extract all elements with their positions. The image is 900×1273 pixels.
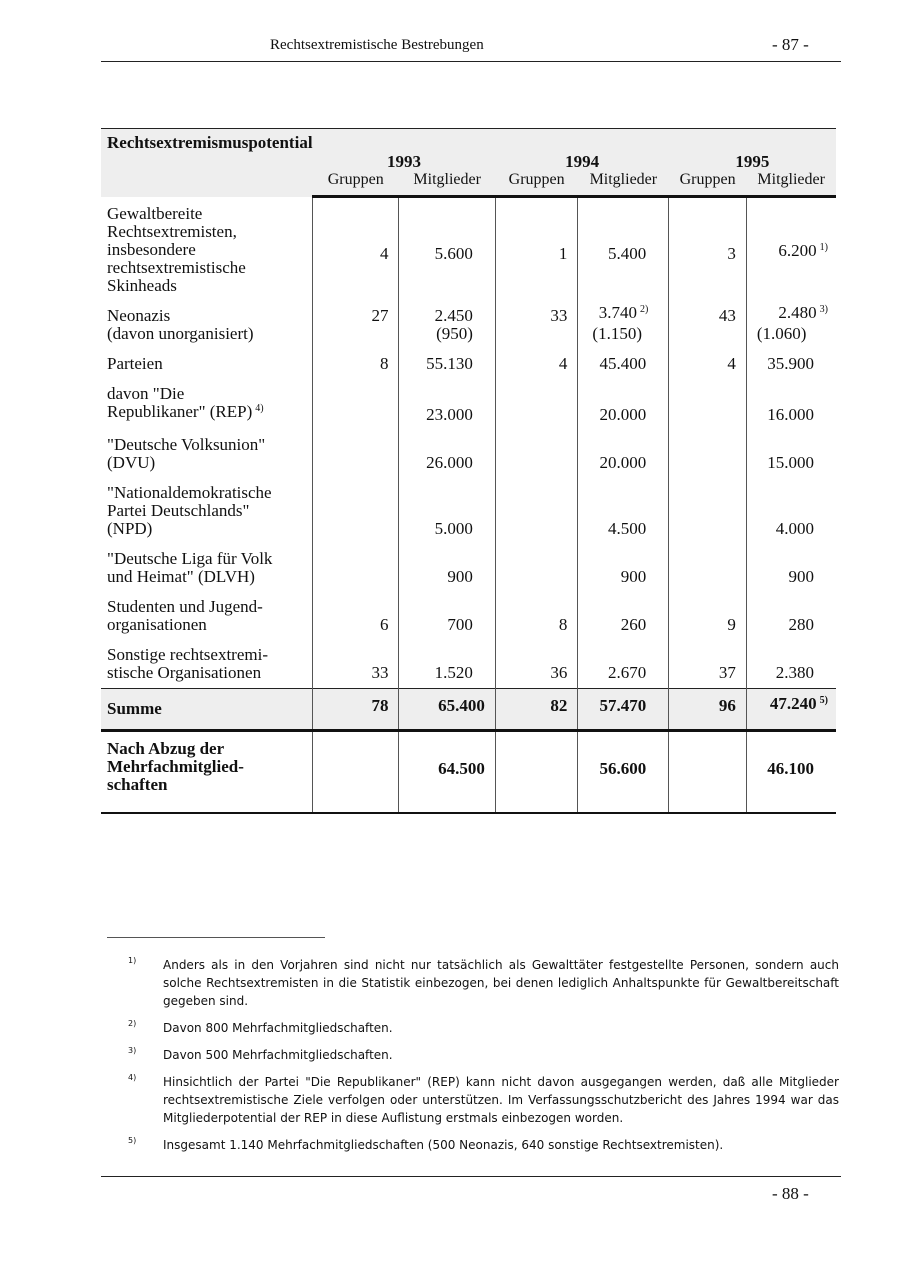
table-title: Rechtsextremismuspotential (101, 129, 313, 197)
table-header-row (101, 129, 836, 152)
footer-rule (101, 1176, 841, 1177)
potential-table (101, 128, 836, 814)
cell-members: 5.400 (578, 197, 669, 301)
cell-groups: 8 (495, 592, 577, 640)
cell-members: 5.600 (399, 197, 495, 301)
cell-members: 900 (399, 544, 495, 592)
footnote-ref: 2) (639, 303, 649, 315)
cell-groups: 6 (313, 592, 399, 640)
table-row (101, 349, 836, 379)
sum-groups-1995: 96 (669, 688, 747, 730)
footnote-item (128, 1046, 839, 1064)
table-row (101, 430, 836, 478)
table-row (101, 544, 836, 592)
cell-groups: 43 (669, 301, 747, 349)
cell-members: 3.740 $^{2)}$ (1.150) (578, 301, 669, 349)
cell-members: 15.000 (746, 430, 836, 478)
cell-members: 23.000 (399, 379, 495, 430)
net-members-1994: 56.600 (578, 730, 669, 813)
sum-groups-1993: 78 (313, 688, 399, 730)
col-members-1994: Mitglieder (578, 171, 669, 197)
footnote-item (128, 1073, 839, 1127)
cell-members: 700 (399, 592, 495, 640)
cell-groups: 8 (313, 349, 399, 379)
row-label: Studenten und Jugend-organisationen (107, 596, 263, 634)
cell-members: 45.400 (578, 349, 669, 379)
table-row (101, 379, 836, 430)
cell-members: 2.450 (950) (399, 301, 495, 349)
cell-groups: 4 (495, 349, 577, 379)
footnote-mark: 3) (128, 1046, 137, 1055)
footnote-text: Anders als in den Vorjahren sind nicht nur tatsächlich als Gewalttäter festgestellte Personen, sondern auch solche Rechtsextremisten in die Statistik einbezogen, bei denen lediglich Anhaltspunkte für Gewaltbereitschaft gegeben sind. (163, 958, 839, 1008)
footnote-text: Insgesamt 1.140 Mehrfachmitgliedschaften (500 Neonazis, 640 sonstige Rechtsextremisten). (163, 1138, 724, 1152)
sum-members-1995: 47.240 $^{5)}$ (746, 688, 836, 730)
header-page-number: - 87 - (772, 35, 809, 54)
cell-groups: 33 (313, 640, 399, 689)
col-members-1993: Mitglieder (399, 171, 495, 197)
cell-members: 260 (578, 592, 669, 640)
cell-members: 20.000 (578, 379, 669, 430)
footnote-mark: 2) (128, 1019, 137, 1028)
row-label: Gewaltbereite Rechtsextremisten, insbesondere rechtsextremistische Skinheads (107, 203, 246, 295)
net-members-1993: 64.500 (399, 730, 495, 813)
table-row (101, 197, 836, 301)
cell-members: 5.000 (399, 478, 495, 544)
cell-members: 2.670 (578, 640, 669, 689)
col-groups-1995: Gruppen (669, 171, 747, 197)
running-header-title: Rechtsextremistische Bestrebungen (270, 37, 484, 53)
sum-label: Summe (101, 688, 313, 730)
cell-members: 4.000 (746, 478, 836, 544)
footnote-ref: 1) (819, 241, 828, 253)
footnote-ref: 4) (255, 402, 264, 414)
row-label: davon "Die Republikaner" (REP) (107, 383, 253, 421)
net-members-1995: 46.100 (746, 730, 836, 813)
cell-members: 2.480 $^{3)}$ (1.060) (746, 301, 836, 349)
footnote-item (128, 1136, 839, 1154)
cell-groups: 1 (495, 197, 577, 301)
cell-members: 280 (746, 592, 836, 640)
sum-members-1993: 65.400 (399, 688, 495, 730)
row-label: Sonstige rechtsextremi-stische Organisationen (107, 644, 268, 682)
sum-groups-1994: 82 (495, 688, 577, 730)
footnote-ref: 3) (819, 303, 828, 315)
year-1995: 1995 (669, 151, 836, 171)
footer-page-number: - 88 - (772, 1184, 809, 1203)
table-row (101, 478, 836, 544)
footnotes (128, 956, 839, 1163)
footnote-item (128, 1019, 839, 1037)
cell-members: 55.130 (399, 349, 495, 379)
cell-members: 35.900 (746, 349, 836, 379)
footnote-ref: 5) (819, 695, 828, 706)
footnote-text: Hinsichtlich der Partei "Die Republikaner" (REP) kann nicht davon ausgegangen werden, daß alle Mitglieder rechtsextremistische Ziele verfolgen oder unterstützen. Im Verfassungsschutzbericht des Jahres 1994 war das Mitgliederpotential der REP in diese Auflistung erstmals einbezogen worden. (163, 1075, 839, 1125)
cell-members: 900 (746, 544, 836, 592)
cell-groups: 33 (495, 301, 577, 349)
footnote-text: Davon 800 Mehrfachmitgliedschaften. (163, 1021, 393, 1035)
header-rule (101, 61, 841, 62)
cell-groups: 9 (669, 592, 747, 640)
cell-members: 6.200 $^{1)}$ (746, 197, 836, 301)
row-label: "Deutsche Liga für Volk und Heimat" (DLVH) (107, 548, 273, 586)
footnote-mark: 5) (128, 1136, 137, 1145)
cell-groups: 3 (669, 197, 747, 301)
row-sublabel: (davon unorganisiert) (107, 323, 254, 343)
cell-members: 20.000 (578, 430, 669, 478)
col-groups-1993: Gruppen (313, 171, 399, 197)
cell-groups: 4 (313, 197, 399, 301)
cell-groups: 27 (313, 301, 399, 349)
footnote-separator (107, 937, 325, 938)
cell-groups: 36 (495, 640, 577, 689)
cell-members: 1.520 (399, 640, 495, 689)
cell-members: 900 (578, 544, 669, 592)
footnote-text: Davon 500 Mehrfachmitgliedschaften. (163, 1048, 393, 1062)
year-1994: 1994 (495, 151, 668, 171)
cell-groups: 4 (669, 349, 747, 379)
table-row (101, 592, 836, 640)
sum-row (101, 688, 836, 730)
table-row (101, 640, 836, 689)
year-1993: 1993 (313, 151, 496, 171)
footnote-mark: 4) (128, 1073, 137, 1082)
row-label: Neonazis (107, 305, 171, 325)
col-members-1995: Mitglieder (746, 171, 836, 197)
row-label: "Deutsche Volksunion" (DVU) (107, 434, 266, 472)
sum-members-1994: 57.470 (578, 688, 669, 730)
col-groups-1994: Gruppen (495, 171, 577, 197)
cell-groups: 37 (669, 640, 747, 689)
table-row (101, 301, 836, 349)
row-label: Parteien (107, 353, 163, 373)
net-label: Nach Abzug der Mehrfachmitglied-schaften (107, 738, 244, 794)
row-label: "Nationaldemokratische Partei Deutschlands" (NPD) (107, 482, 272, 538)
footnote-mark: 1) (128, 956, 137, 965)
cell-members: 16.000 (746, 379, 836, 430)
cell-members: 2.380 (746, 640, 836, 689)
net-row (101, 730, 836, 813)
cell-members: 4.500 (578, 478, 669, 544)
footnote-item (128, 956, 839, 1010)
cell-members: 26.000 (399, 430, 495, 478)
